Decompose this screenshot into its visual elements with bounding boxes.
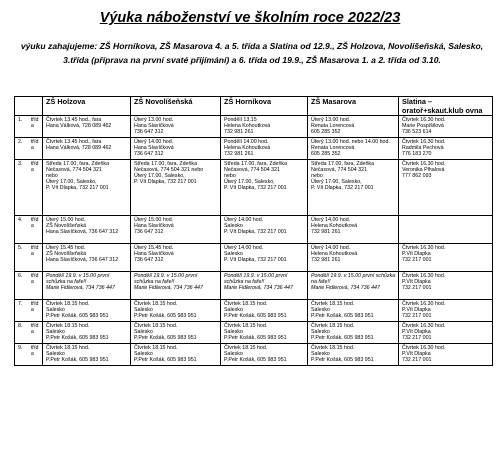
schedule-cell-text: Středa 17.00, fara, Zdeňka Nečasová, 774 504 321 nebo Úterý 17.00, Salesko, P. Vít Dlapka, 732 217 001 bbox=[46, 161, 110, 192]
schedule-cell-text: Čtvrtek 16.30 hod. P.Vít Dlapka 732 217 001 bbox=[402, 301, 446, 320]
table-row bbox=[15, 244, 493, 272]
class-label-cell bbox=[15, 272, 43, 300]
schedule-cell-text: Čtvrtek 16.30 hod. P.Vít Dlapka 732 217 001 bbox=[402, 273, 446, 292]
class-word: tříd a bbox=[30, 323, 39, 336]
schedule-cell-text: Čtvrtek 18.15 hod. Salesko P.Petr Košák, 605 983 951 bbox=[46, 323, 109, 342]
table-row bbox=[15, 322, 493, 344]
table-row bbox=[15, 138, 493, 160]
schedule-cell-text: Čtvrtek 16.30 hod. P.Vít Dlapka 732 217 001 bbox=[402, 345, 446, 364]
schedule-cell bbox=[399, 344, 493, 366]
page-title: Výuka náboženství ve školním roce 2022/23 bbox=[99, 10, 401, 26]
schedule-cell bbox=[399, 138, 493, 160]
schedule-table bbox=[14, 96, 493, 366]
schedule-cell-text: Čtvrtek 18.15 hod. Salesko P.Petr Košák, 605 983 951 bbox=[46, 345, 109, 364]
schedule-cell bbox=[308, 116, 399, 138]
schedule-cell bbox=[131, 344, 221, 366]
schedule-cell bbox=[131, 138, 221, 160]
schedule-cell bbox=[43, 216, 131, 244]
header-hornikova: ZŠ Horníkova bbox=[221, 97, 308, 116]
schedule-cell-text: Úterý 15.00 hod. ZŠ Novolíšeňská Hana Slavíčková, 736 647 312 bbox=[46, 217, 119, 236]
schedule-cell-text: Čtvrtek 18.15 hod. Salesko P.Petr Košák, 605 983 951 bbox=[311, 301, 374, 320]
schedule-cell bbox=[131, 116, 221, 138]
class-word: tříd a bbox=[30, 245, 39, 258]
schedule-cell bbox=[131, 322, 221, 344]
schedule-cell bbox=[308, 138, 399, 160]
schedule-cell-text: Úterý 14.00 hod. Helena Kohoutková 732 981 261 bbox=[311, 217, 358, 236]
schedule-cell-text: Úterý 14.00 hod. Salesko P. Vít Dlapka, 732 217 001 bbox=[224, 217, 287, 236]
class-number: 3. bbox=[18, 161, 23, 167]
schedule-cell-text: Čtvrtek 16.30 hod. Marie Pospíšilová 736 523 614 bbox=[402, 117, 446, 136]
schedule-cell-text: Čtvrtek 18.15 hod. Salesko P.Petr Košák, 605 983 951 bbox=[134, 323, 197, 342]
schedule-cell bbox=[43, 160, 131, 216]
table-row bbox=[15, 160, 493, 216]
schedule-cell-text: Úterý 14.00 hod. Hana Slavíčková 736 647 312 bbox=[134, 139, 174, 158]
schedule-cell-text: Pondělí 19.9. v 15.00 první schůzka na faře!! Marie Fidlerová, 734 736 447 bbox=[134, 273, 203, 292]
schedule-cell bbox=[131, 160, 221, 216]
class-number: 6. bbox=[18, 273, 23, 279]
schedule-cell bbox=[399, 160, 493, 216]
schedule-cell bbox=[308, 272, 399, 300]
table-row bbox=[15, 344, 493, 366]
schedule-cell bbox=[221, 322, 308, 344]
schedule-cell-text: Čtvrtek 18.15 hod. Salesko P.Petr Košák, 605 983 951 bbox=[224, 345, 287, 364]
schedule-cell-text: Úterý 15.45 hod. ZŠ Novolíšeňská Hana Slavíčková, 736 647 312 bbox=[46, 245, 119, 264]
schedule-cell-text: Čtvrtek 18.15 hod. Salesko P.Petr Košák, 605 983 951 bbox=[311, 345, 374, 364]
class-word: tříd a bbox=[30, 301, 39, 314]
schedule-cell bbox=[308, 344, 399, 366]
header-corner bbox=[15, 97, 43, 116]
class-number: 7. bbox=[18, 301, 23, 307]
schedule-cell-text: Pondělí 19.9. v 15.00 první schůzka na faře!! Marie Fidlerová, 734 736 447 bbox=[224, 273, 293, 292]
schedule-cell-text: Čtvrtek 18.15 hod. Salesko P.Petr Košák, 605 983 951 bbox=[224, 301, 287, 320]
table-row bbox=[15, 116, 493, 138]
schedule-cell-text: Úterý 13.00 hod. Renata Lorencová 605 285 352 bbox=[311, 117, 355, 136]
header-row bbox=[15, 97, 493, 116]
schedule-cell-text: Úterý 15.45 hod. Hana Slavíčková 736 647 312 bbox=[134, 245, 174, 264]
schedule-cell bbox=[131, 300, 221, 322]
schedule-cell bbox=[43, 244, 131, 272]
schedule-cell-text: Úterý 14.00 hod. Helena Kohoutková 732 981 261 bbox=[311, 245, 358, 264]
schedule-cell-text: Čtvrtek 16.30 hod. P.Vít Dlapka 732 217 001 bbox=[402, 323, 446, 342]
class-label-cell bbox=[15, 160, 43, 216]
table-row bbox=[15, 300, 493, 322]
schedule-cell bbox=[221, 138, 308, 160]
schedule-cell bbox=[43, 322, 131, 344]
schedule-cell-text: Čtvrtek 16.30 hod. Veronika Plhalová 777 862 093 bbox=[402, 161, 446, 180]
schedule-cell-text: Pondělí 13.15 Helena Kohoutková 732 981 261 bbox=[224, 117, 271, 136]
header-slatina: Slatina – oratoř+skaut.klub ovna bbox=[399, 97, 493, 116]
class-number: 5. bbox=[18, 245, 23, 251]
schedule-cell bbox=[399, 300, 493, 322]
start-dates-note: výuku zahajujeme: ZŠ Horníkova, ZŠ Masarova 4. a 5. třída a Slatina od 12.9., ZŠ Holzova, Novolíšeňská, Salesko, 3.třída (příprava na první svaté přijímání) a 6. třída od 19.9., ZŠ Masarova 1. a 2. třída od 3.10. bbox=[20, 41, 484, 65]
schedule-cell bbox=[221, 344, 308, 366]
schedule-cell bbox=[399, 244, 493, 272]
class-number: 9. bbox=[18, 345, 23, 351]
schedule-cell-text: Čtvrtek 13.45 hod., fara Hana Válková, 728 089 462 bbox=[46, 139, 112, 152]
schedule-cell bbox=[221, 160, 308, 216]
class-number: 4. bbox=[18, 217, 23, 223]
class-label-cell bbox=[15, 116, 43, 138]
schedule-cell bbox=[399, 116, 493, 138]
schedule-cell bbox=[43, 116, 131, 138]
schedule-cell bbox=[43, 300, 131, 322]
class-number: 2. bbox=[18, 139, 23, 145]
schedule-cell bbox=[221, 272, 308, 300]
schedule-cell bbox=[308, 244, 399, 272]
schedule-cell bbox=[308, 300, 399, 322]
schedule-cell-text: Úterý 13.00 hod. Hana Slavíčková 736 647 312 bbox=[134, 117, 174, 136]
class-word: tříd a bbox=[30, 117, 39, 130]
class-word: tříd a bbox=[30, 161, 39, 174]
class-number: 1. bbox=[18, 117, 23, 123]
schedule-cell bbox=[221, 244, 308, 272]
schedule-cell-text: Úterý 15.00 hod. Hana Slavíčková 736 647 312 bbox=[134, 217, 174, 236]
schedule-cell-text: Čtvrtek 13.45 hod., fara Hana Válková, 728 089 462 bbox=[46, 117, 112, 130]
schedule-cell-text: Pondělí 19.9. v 15.00 první schůzka na faře!! Marie Fidlerová, 734 736 447 bbox=[311, 273, 396, 292]
schedule-cell bbox=[308, 160, 399, 216]
header-holzova: ZŠ Holzova bbox=[43, 97, 131, 116]
table-row bbox=[15, 272, 493, 300]
table-row bbox=[15, 216, 493, 244]
schedule-cell bbox=[221, 116, 308, 138]
class-label-cell bbox=[15, 322, 43, 344]
schedule-cell bbox=[399, 322, 493, 344]
schedule-cell-text: Úterý 13.00 hod. nebo 14.00 hod. Renata Lorencová 605 285 352 bbox=[311, 139, 390, 158]
schedule-cell-text: Čtvrtek 18.15 hod. Salesko P.Petr Košák, 605 983 951 bbox=[46, 301, 109, 320]
schedule-cell-text: Středa 17.00, fara, Zdeňka Nečasová, 774 504 321 nebo Úterý 17.00, Salesko, P. Vít Dlapka, 732 217 001 bbox=[134, 161, 204, 186]
class-word: tříd a bbox=[30, 217, 39, 230]
class-label-cell bbox=[15, 244, 43, 272]
class-number: 8. bbox=[18, 323, 23, 329]
schedule-cell-text: Pondělí 19.9. v 15.00 první schůzka na faře!! Marie Fidlerová, 734 736 447 bbox=[46, 273, 115, 292]
schedule-cell bbox=[221, 216, 308, 244]
schedule-cell bbox=[43, 344, 131, 366]
schedule-cell bbox=[308, 216, 399, 244]
schedule-cell-text: Čtvrtek 18.15 hod. Salesko P.Petr Košák, 605 983 951 bbox=[134, 301, 197, 320]
schedule-cell bbox=[131, 216, 221, 244]
schedule-cell-text: Čtvrtek 16.30 hod. P.Vít Dlapka 732 217 001 bbox=[402, 245, 446, 264]
schedule-cell bbox=[399, 272, 493, 300]
schedule-cell-text: Čtvrtek 18.15 hod. Salesko P.Petr Košák, 605 983 951 bbox=[224, 323, 287, 342]
schedule-cell-text: Středa 17.00, fara, Zdeňka Nečasová, 774 504 321 nebo Úterý 17.00, Salesko, P. Vít Dlapka, 732 217 001 bbox=[311, 161, 375, 192]
schedule-cell bbox=[43, 272, 131, 300]
class-word: tříd a bbox=[30, 139, 39, 152]
class-label-cell bbox=[15, 344, 43, 366]
schedule-cell-text: Čtvrtek 18.15 hod. Salesko P.Petr Košák, 605 983 951 bbox=[134, 345, 197, 364]
schedule-cell bbox=[43, 138, 131, 160]
class-word: tříd a bbox=[30, 273, 39, 286]
schedule-cell-text: Úterý 14.00 hod. Salesko P. Vít Dlapka, 732 217 001 bbox=[224, 245, 287, 264]
header-masarova: ZŠ Masarova bbox=[308, 97, 399, 116]
class-label-cell bbox=[15, 138, 43, 160]
class-label-cell bbox=[15, 300, 43, 322]
schedule-cell bbox=[131, 272, 221, 300]
schedule-cell bbox=[131, 244, 221, 272]
class-word: tříd a bbox=[30, 345, 39, 358]
schedule-cell bbox=[399, 216, 493, 244]
schedule-cell-text: Středa 17.00, fara, Zdeňka Nečasová, 774 504 321 nebo Úterý 17.00, Salesko, P. Vít Dlapka, 732 217 001 bbox=[224, 161, 288, 192]
schedule-cell-text: Čtvrtek 18.15 hod. Salesko P.Petr Košák, 605 983 951 bbox=[311, 323, 374, 342]
schedule-cell-text: Čtvrtek 16.30 hod. Radmila Pechová 776 183 270 bbox=[402, 139, 446, 158]
schedule-cell-text: Pondělí 14.00 hod. Helena Kohoutková 732 981 261 bbox=[224, 139, 271, 158]
schedule-cell bbox=[308, 322, 399, 344]
header-novolisenska: ZŠ Novolíšeňská bbox=[131, 97, 221, 116]
class-label-cell bbox=[15, 216, 43, 244]
schedule-cell bbox=[221, 300, 308, 322]
